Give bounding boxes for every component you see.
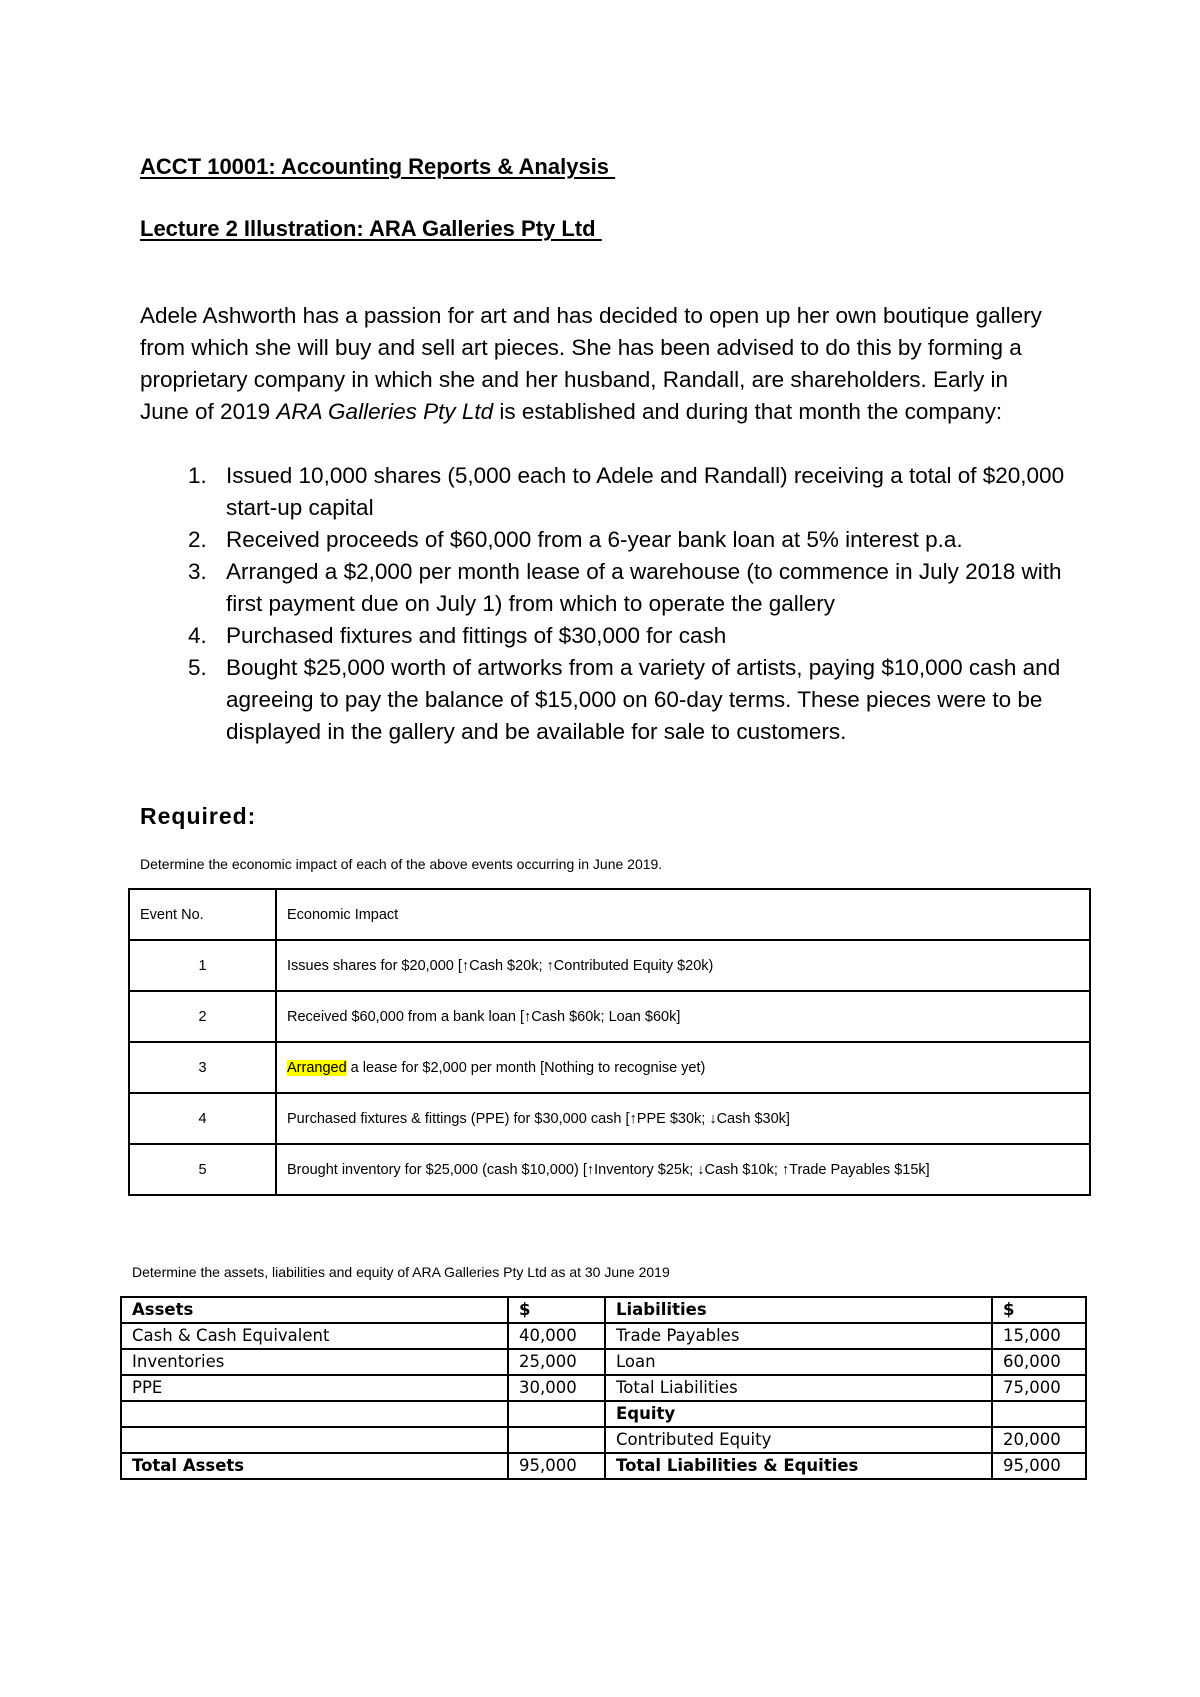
liability-value-cell: 95,000 (992, 1453, 1086, 1479)
asset-value-cell: 30,000 (508, 1375, 605, 1401)
event-item (188, 620, 1068, 652)
event-item (188, 652, 1068, 748)
course-title: ACCT 10001: Accounting Reports & Analysis (140, 154, 616, 179)
liability-label-cell: Trade Payables (605, 1323, 992, 1349)
asset-label-cell: PPE (121, 1375, 508, 1401)
header-event-no: Event No. (129, 889, 276, 940)
table-row (129, 940, 1090, 991)
asset-label-cell: Assets (121, 1297, 508, 1323)
asset-value-cell: 95,000 (508, 1453, 605, 1479)
event-text: Purchased fixtures and fittings of $30,000 for cash (226, 623, 727, 648)
required-heading: Required: (140, 803, 257, 829)
event-number: 4. (188, 623, 207, 648)
impact-cell: Issues shares for $20,000 [↑Cash $20k; ↑Contributed Equity $20k) (276, 940, 1090, 991)
event-number: 1. (188, 463, 207, 488)
balance-row (121, 1401, 1086, 1427)
liability-value-cell: 20,000 (992, 1427, 1086, 1453)
intro-text-part2: is established and during that month the company: (493, 399, 1003, 424)
asset-label-cell (121, 1401, 508, 1427)
liability-label-cell: Contributed Equity (605, 1427, 992, 1453)
impact-cell: Purchased fixtures & fittings (PPE) for $30,000 cash [↑PPE $30k; ↓Cash $30k] (276, 1093, 1090, 1144)
balance-row (121, 1323, 1086, 1349)
required-instruction: Determine the economic impact of each of the above events occurring in June 2019. (140, 856, 663, 872)
asset-value-cell: $ (508, 1297, 605, 1323)
event-text: Received proceeds of $60,000 from a 6-year bank loan at 5% interest p.a. (226, 527, 963, 552)
event-text: Arranged a $2,000 per month lease of a warehouse (to commence in July 2018 with first payment due on July 1) from which to operate the gallery (226, 559, 1062, 616)
liability-value-cell: 75,000 (992, 1375, 1086, 1401)
liability-label-cell: Total Liabilities & Equities (605, 1453, 992, 1479)
liability-label-cell: Total Liabilities (605, 1375, 992, 1401)
asset-value-cell (508, 1401, 605, 1427)
liability-value-cell (992, 1401, 1086, 1427)
table-row (129, 1042, 1090, 1093)
balance-row (121, 1297, 1086, 1323)
impact-cell: Received $60,000 from a bank loan [↑Cash $60k; Loan $60k] (276, 991, 1090, 1042)
asset-label-cell (121, 1427, 508, 1453)
liability-label-cell: Liabilities (605, 1297, 992, 1323)
event-number: 3. (188, 559, 207, 584)
balance-sheet-table (120, 1296, 1087, 1480)
event-item (188, 460, 1068, 524)
intro-text-part1: Adele Ashworth has a passion for art and has decided to open up her own boutique gallery from which she will buy and sell art pieces. She has been advised to do this by forming a proprietary company in which she and her husband, Randall, are shareholders. Early in June of 2019 (140, 303, 1042, 424)
event-no-cell: 1 (129, 940, 276, 991)
balance-row (121, 1453, 1086, 1479)
asset-value-cell (508, 1427, 605, 1453)
event-no-cell: 4 (129, 1093, 276, 1144)
event-list (188, 460, 1068, 748)
table-row (129, 991, 1090, 1042)
table-header-row (129, 889, 1090, 940)
impact-text: a lease for $2,000 per month [Nothing to recognise yet) (346, 1059, 706, 1076)
event-item (188, 524, 1068, 556)
event-no-cell: 2 (129, 991, 276, 1042)
asset-label-cell: Inventories (121, 1349, 508, 1375)
table-row (129, 1093, 1090, 1144)
company-name: ARA Galleries Pty Ltd (276, 399, 494, 424)
liability-label-cell: Equity (605, 1401, 992, 1427)
impact-cell: Brought inventory for $25,000 (cash $10,000) [↑Inventory $25k; ↓Cash $10k; ↑Trade Payables $15k] (276, 1144, 1090, 1195)
liability-value-cell: 15,000 (992, 1323, 1086, 1349)
liability-value-cell: $ (992, 1297, 1086, 1323)
balance-row (121, 1349, 1086, 1375)
table-row (129, 1144, 1090, 1195)
balance-row (121, 1375, 1086, 1401)
header-economic-impact: Economic Impact (276, 889, 1090, 940)
impact-cell (276, 1042, 1090, 1093)
event-no-cell: 3 (129, 1042, 276, 1093)
asset-label-cell: Cash & Cash Equivalent (121, 1323, 508, 1349)
event-text: Issued 10,000 shares (5,000 each to Adele and Randall) receiving a total of $20,000 start-up capital (226, 463, 1065, 520)
event-number: 5. (188, 655, 207, 680)
event-item (188, 556, 1068, 620)
lecture-title: Lecture 2 Illustration: ARA Galleries Pty Ltd (140, 216, 602, 241)
asset-value-cell: 25,000 (508, 1349, 605, 1375)
highlighted-word: Arranged (287, 1059, 347, 1076)
liability-label-cell: Loan (605, 1349, 992, 1375)
balance-row (121, 1427, 1086, 1453)
intro-paragraph (140, 300, 1060, 428)
balance-instruction: Determine the assets, liabilities and equity of ARA Galleries Pty Ltd as at 30 June 2019 (132, 1264, 670, 1280)
asset-value-cell: 40,000 (508, 1323, 605, 1349)
economic-impact-table (128, 888, 1091, 1196)
event-number: 2. (188, 527, 207, 552)
liability-value-cell: 60,000 (992, 1349, 1086, 1375)
event-text: Bought $25,000 worth of artworks from a variety of artists, paying $10,000 cash and agreeing to pay the balance of $15,000 on 60-day terms. These pieces were to be displayed in the gallery and be available for sale to customers. (226, 655, 1061, 744)
event-no-cell: 5 (129, 1144, 276, 1195)
asset-label-cell: Total Assets (121, 1453, 508, 1479)
